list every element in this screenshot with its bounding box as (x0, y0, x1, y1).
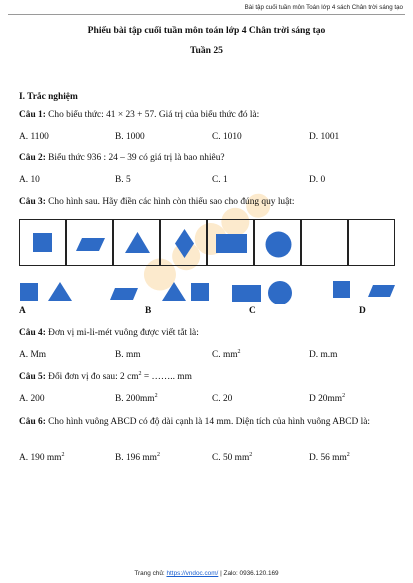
question-text: Biểu thức 936 : 24 – 39 có giá trị là bao nhiêu? (45, 153, 225, 163)
option-b[interactable]: B. mm (115, 350, 141, 360)
square-icon (20, 283, 38, 301)
triangle-icon (48, 282, 72, 301)
header-note: Bài tập cuối tuần môn Toán lớp 4 sách Chân trời sáng tạo (244, 4, 403, 11)
option-d[interactable]: D. 0 (309, 175, 326, 185)
question-label: Câu 6: (19, 417, 46, 427)
option-d[interactable]: D. m.m (309, 350, 338, 360)
question-4 (19, 328, 199, 338)
pattern-cell-6 (254, 219, 301, 266)
question-text: Cho hình sau. Hãy điền các hình còn thiếu sao cho đúng quy luật: (45, 197, 295, 207)
section-heading: I. Trắc nghiệm (19, 92, 78, 102)
answer-label-a: A (19, 306, 26, 316)
question-1-options (19, 132, 409, 144)
answer-choices (15, 278, 400, 318)
page-footer: Trang chủ: https://vndoc.com/ | Zalo: 0936.120.169 (134, 570, 279, 577)
answer-b-shapes[interactable] (110, 281, 210, 303)
question-text: Cho hình vuông ABCD có độ dài cạnh là 14 mm. Diện tích của hình vuông ABCD là: (45, 417, 371, 427)
question-1 (19, 110, 259, 120)
question-label: Câu 4: (19, 328, 46, 338)
question-label: Câu 2: (19, 153, 46, 163)
option-b[interactable]: B. 5 (115, 175, 131, 185)
pattern-cell-5 (207, 219, 254, 266)
parallelogram-icon (110, 288, 138, 300)
option-c[interactable]: C. 1 (212, 175, 228, 185)
answer-label-b: B (145, 306, 152, 316)
square-icon (333, 281, 350, 298)
triangle-icon (162, 282, 186, 301)
question-2 (19, 153, 225, 163)
question-label: Câu 3: (19, 197, 46, 207)
pattern-cell-3 (113, 219, 160, 266)
pattern-cell-4 (160, 219, 207, 266)
answer-d-shapes[interactable] (332, 280, 396, 302)
question-6-options (19, 453, 409, 465)
pattern-cell-empty-2[interactable] (348, 219, 395, 266)
answer-a-shapes[interactable] (20, 281, 82, 303)
rectangle-icon (232, 285, 261, 302)
question-2-options (19, 175, 409, 187)
answer-label-c: C (249, 306, 256, 316)
circle-icon (268, 281, 292, 304)
parallelogram-icon (67, 220, 114, 267)
week-title: Tuần 25 (190, 45, 223, 56)
option-c[interactable]: C. 1010 (212, 132, 242, 142)
option-a[interactable]: A. 1100 (19, 132, 49, 142)
pattern-cell-empty-1[interactable] (301, 219, 348, 266)
option-b[interactable]: B. 1000 (115, 132, 145, 142)
option-a[interactable]: A. 200 (19, 394, 45, 404)
option-a[interactable]: A. 190 $mm^2$ (19, 451, 65, 463)
option-c[interactable]: C. 50 $mm^2$ (212, 451, 253, 463)
pattern-cell-2 (66, 219, 113, 266)
option-c[interactable]: C. 20 (212, 394, 233, 404)
page-title: Phiếu bài tập cuối tuần môn toán lớp 4 Chân trời sáng tạo (87, 25, 326, 36)
answer-label-d: D (359, 306, 366, 316)
homepage-link[interactable]: https://vndoc.com/ (166, 570, 219, 577)
circle-icon (255, 220, 302, 267)
option-d[interactable]: D $20mm^2$ (309, 392, 346, 404)
option-b[interactable]: B. $200mm^2$ (115, 392, 158, 404)
square-icon (20, 220, 67, 267)
question-6 (19, 416, 399, 429)
header-divider (8, 14, 405, 15)
square-icon (191, 283, 209, 301)
option-b[interactable]: B. 196 $mm^2$ (115, 451, 160, 463)
answer-c-shapes[interactable] (232, 280, 294, 304)
rhombus-icon (161, 220, 208, 267)
pattern-cell-1 (19, 219, 66, 266)
question-text: Cho biểu thức: 41 × 23 + 57. Giá trị của biểu thức đó là: (45, 110, 260, 120)
question-5-options (19, 394, 409, 406)
option-a[interactable]: A. 10 (19, 175, 40, 185)
question-3 (19, 197, 294, 207)
question-label: Câu 1: (19, 110, 46, 120)
option-d[interactable]: D. 1001 (309, 132, 340, 142)
option-c[interactable]: C. $mm^2$ (212, 348, 241, 360)
question-5: Câu 5: Đổi đơn vị đo sau: 2 $cm^2$ = …….. mm (19, 370, 192, 382)
pattern-sequence (19, 219, 395, 266)
question-text: Đơn vị mi-li-mét vuông được viết tắt là: (45, 328, 199, 338)
question-label: Câu 5: (19, 372, 46, 382)
rectangle-icon (208, 220, 255, 267)
option-a[interactable]: A. Mm (19, 350, 47, 360)
question-4-options (19, 350, 409, 362)
triangle-icon (114, 220, 161, 267)
parallelogram-icon (368, 285, 395, 297)
option-d[interactable]: D. 56 $mm^2$ (309, 451, 350, 463)
